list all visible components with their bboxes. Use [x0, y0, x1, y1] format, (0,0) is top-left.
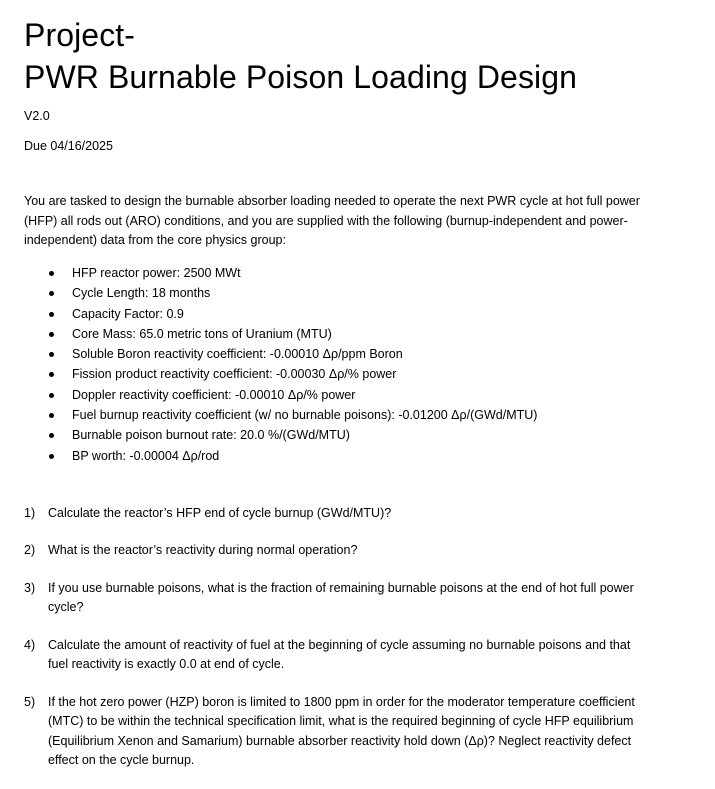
- list-item-text: Core Mass: 65.0 metric tons of Uranium (MTU): [72, 326, 332, 341]
- list-item: [24, 446, 694, 466]
- question-text: If the hot zero power (HZP) boron is limited to 1800 ppm in order for the moderator temperature coefficient (MTC) to be within the technical specification limit, what is the required beginning of cycle HFP equilibrium (Equilibrium Xenon and Samarium) burnable absorber reactivity hold down (Δρ)? Neglect reactivity defect effect on the cycle burnup.: [48, 694, 635, 768]
- page-title: [24, 16, 694, 96]
- list-item-text: Capacity Factor: 0.9: [72, 306, 184, 321]
- bullet-icon: [49, 271, 54, 276]
- document-page: [24, 0, 694, 789]
- bullet-icon: [49, 454, 54, 459]
- list-item-text: Fuel burnup reactivity coefficient (w/ no burnable poisons): -0.01200 Δρ/(GWd/MTU): [72, 408, 538, 423]
- question-text: What is the reactor’s reactivity during normal operation?: [48, 543, 358, 558]
- question-number: 4): [24, 637, 36, 652]
- title-line-1: Project-: [24, 17, 136, 53]
- due-date: Due 04/16/2025: [24, 139, 113, 153]
- question-item: [24, 541, 648, 561]
- list-item: [24, 344, 694, 364]
- question-text: Calculate the amount of reactivity of fuel at the beginning of cycle assuming no burnable poisons and that fuel reactivity is exactly 0.0 at end of cycle.: [48, 637, 631, 672]
- bullet-icon: [49, 332, 54, 337]
- bullet-icon: [49, 393, 54, 398]
- question-list: [24, 504, 694, 771]
- list-item: [24, 283, 694, 303]
- question-number: 1): [24, 505, 36, 520]
- list-item-text: Cycle Length: 18 months: [72, 286, 211, 301]
- list-item-text: Burnable poison burnout rate: 20.0 %/(GWd/MTU): [72, 428, 350, 443]
- list-item-text: BP worth: -0.00004 Δρ/rod: [72, 448, 220, 463]
- list-item-text: HFP reactor power: 2500 MWt: [72, 266, 241, 280]
- list-item-text: Doppler reactivity coefficient: -0.00010 Δρ/% power: [72, 387, 356, 402]
- question-number: 3): [24, 580, 36, 595]
- title-line-2: PWR Burnable Poison Loading Design: [24, 59, 578, 95]
- question-item: [24, 693, 648, 771]
- question-number: 5): [24, 694, 36, 709]
- question-item: [24, 636, 648, 675]
- list-item: [24, 405, 694, 425]
- question-text: Calculate the reactor’s HFP end of cycle burnup (GWd/MTU)?: [48, 505, 392, 520]
- bullet-icon: [49, 291, 54, 296]
- question-text: If you use burnable poisons, what is the fraction of remaining burnable poisons at the end of hot full power cycle?: [48, 580, 634, 615]
- bullet-icon: [49, 413, 54, 418]
- bullet-icon: [49, 433, 54, 438]
- list-item-text: Fission product reactivity coefficient: -0.00030 Δρ/% power: [72, 367, 397, 382]
- question-number: 2): [24, 543, 36, 558]
- bullet-icon: [49, 372, 54, 377]
- list-item: [24, 425, 694, 445]
- list-item: [24, 385, 694, 405]
- version-label: V2.0: [24, 109, 50, 123]
- list-item: [24, 304, 694, 324]
- list-item: [24, 364, 694, 384]
- intro-paragraph: You are tasked to design the burnable absorber loading needed to operate the next PWR cycle at hot full power (HFP) all rods out (ARO) conditions, and you are supplied with the following (burnup-independent and power-independent) data from the core physics group:: [24, 194, 640, 247]
- bullet-icon: [49, 312, 54, 317]
- list-item-text: Soluble Boron reactivity coefficient: -0.00010 Δρ/ppm Boron: [72, 347, 403, 362]
- question-item: [24, 579, 648, 618]
- bullet-icon: [49, 352, 54, 357]
- list-item: [24, 263, 694, 283]
- list-item: [24, 324, 694, 344]
- data-list: [24, 263, 694, 466]
- question-item: [24, 504, 648, 524]
